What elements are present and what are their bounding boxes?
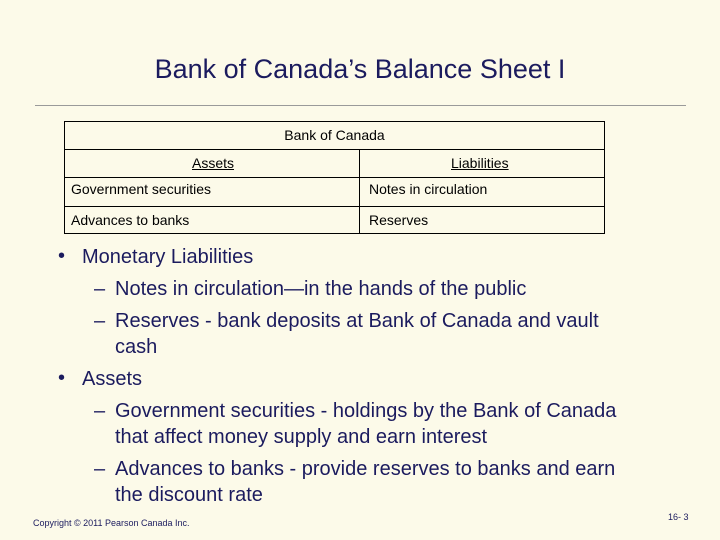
sub-bullet-reserves-cont: cash [115, 336, 158, 358]
sub-bullet-government-securities: Government securities - holdings by the Bank of Canada [115, 400, 617, 422]
dash-icon: – [94, 278, 106, 300]
table-cell-liability: Reserves [369, 212, 429, 228]
sub-bullet-government-securities-cont: that affect money supply and earn interest [115, 426, 488, 448]
bullet-dot-icon: • [58, 367, 66, 389]
bullet-dot-icon: • [58, 245, 66, 267]
copyright-footer: Copyright © 2011 Pearson Canada Inc. [33, 518, 190, 528]
sub-bullet-advances-cont: the discount rate [115, 484, 263, 506]
dash-icon: – [94, 458, 106, 480]
page-number: 16- 3 [668, 512, 689, 522]
table-cell-liability: Notes in circulation [369, 181, 488, 197]
assets-column-header: Assets [192, 155, 235, 171]
sub-bullet-notes: Notes in circulation—in the hands of the public [115, 278, 527, 300]
liabilities-column-header: Liabilities [451, 155, 509, 171]
dash-icon: – [94, 400, 106, 422]
bullet-monetary-liabilities: Monetary Liabilities [82, 246, 254, 268]
dash-icon: – [94, 310, 106, 332]
balance-sheet-heading: Bank of Canada [65, 122, 604, 150]
sub-bullet-advances: Advances to banks - provide reserves to banks and earn [115, 458, 616, 480]
slide-title: Bank of Canada’s Balance Sheet I [154, 54, 566, 84]
sub-bullet-reserves: Reserves - bank deposits at Bank of Canada and vault [115, 310, 599, 332]
table-cell-asset: Government securities [71, 181, 212, 197]
bullet-assets: Assets [82, 368, 143, 390]
table-cell-asset: Advances to banks [71, 212, 190, 228]
